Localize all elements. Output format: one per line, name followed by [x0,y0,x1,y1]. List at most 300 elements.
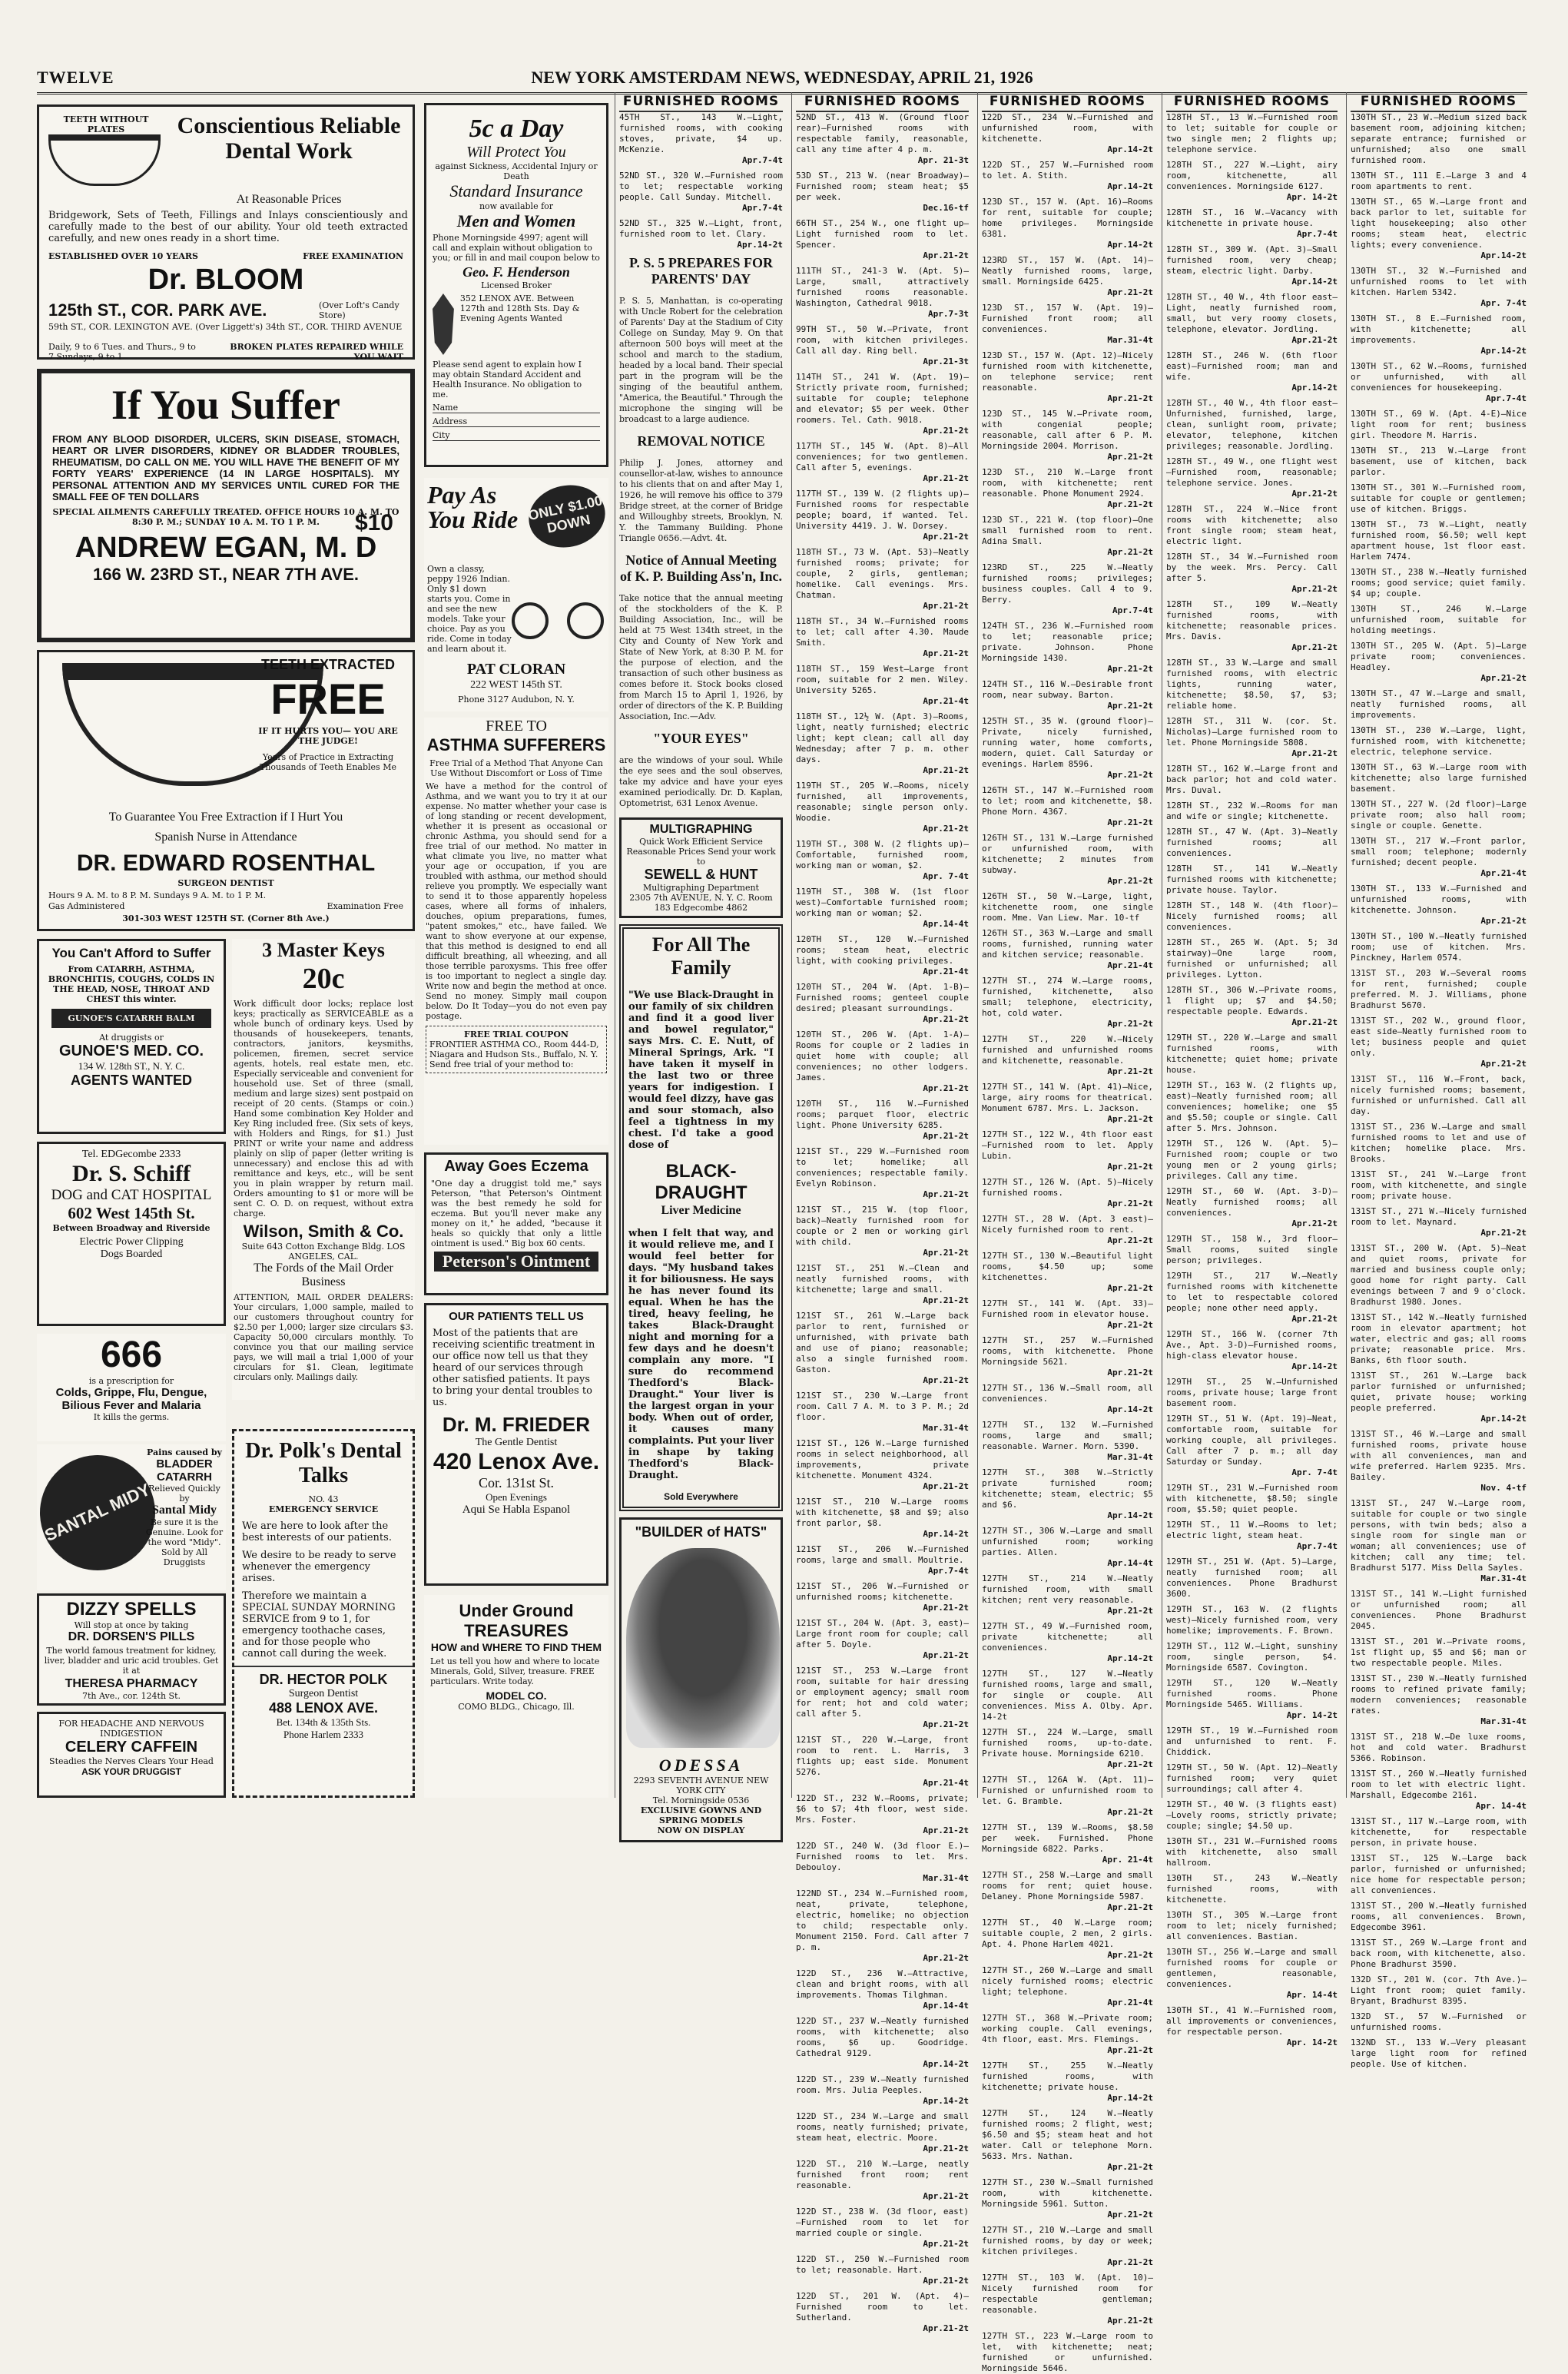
classified-ad [796,839,969,882]
classified-date: Apr.21-2t [923,648,969,658]
classified-date: Apr.7-4t [1486,393,1527,403]
classified-ad [1351,604,1527,636]
classified-ad [1351,171,1527,192]
asthma-coupon[interactable] [426,1026,607,1073]
classified-ad [982,2108,1153,2173]
classified-column-5 [1346,92,1530,2069]
classified-ad [1166,1641,1338,1673]
kp-title: Notice of Annual Meeting of K. P. Building Ass'n, Inc. [620,552,782,584]
classified-text: 129TH ST., 166 W. (corner 7th Ave., Apt. 3-D)—Furnished rooms, high-class elevator house. [1166,1329,1338,1361]
santal-ad [37,1444,226,1590]
teeth-label: TEETH WITHOUT PLATES [63,114,149,134]
classified-ad [796,2254,969,2286]
classified-date: Apr.21-4t [923,967,969,976]
classified-text: 127TH ST., 132 W.—Furnished rooms, large and small; reasonable. Warner. Morn. 5390. [982,1420,1153,1451]
gunoe-address: 134 W. 128th ST., N. Y. C. [78,1060,185,1072]
gunoe-agents: AGENTS WANTED [70,1073,192,1088]
insurance-product: Standard Insurance [449,181,583,201]
classified-text: 131ST ST., 141 W.—Light furnished or unfurnished room; all conveniences. Phone Bradhurst 2045. [1351,1589,1527,1631]
eczema-ad [424,1152,608,1295]
eyes-body: are the windows of your soul. While the eye sees and the soul observes, take my advice and have your eyes examined periodically. Dr. D. Kaplan, Optometrist, 631 Lenox Avenue. [619,755,783,808]
eyes-title: "YOUR EYES" [653,731,749,746]
classified-ad [796,1391,969,1434]
treasures-body: Let us tell you how and where to locate Minerals, Gold, Silver, treasure. FREE particulars. Write today. [430,1656,600,1686]
classified-date: Apr.21-2t [1291,335,1338,345]
classified-ad [796,2016,969,2070]
eczema-headline: Away Goes Eczema [444,1158,588,1175]
classified-date: Apr.14-2t [923,2059,969,2069]
classified-text: 121ST ST., 126 W.—Large furnished rooms in select neighborhood, all improvements, private kitchenette. Monument 4324. [796,1438,969,1480]
rosenthal-free: FREE [270,675,386,723]
classified-text: 128TH ST., 162 W.—Large front and back parlor; hot and cold water. Mrs. Duval. [1166,764,1338,795]
classified-ad [1166,764,1338,796]
classified-ad [796,1030,969,1094]
keys-address: Suite 643 Cotton Exchange Bldg. LOS ANGELES, CAL. [241,1242,406,1262]
classified-text: 123D ST., 157 W. (Apt. 12)—Nicely furnished room with kitchenette, on telephone service; rent reasonable. [982,350,1153,393]
classified-ad [1351,1901,1527,1933]
celery-product: CELERY CAFFEIN [65,1739,198,1756]
classified-text: 128TH ST., 13 W.—Furnished room to let; suitable for couple or two single men; 2 flights up; telephone service. [1166,112,1338,154]
insurance-detail-row [426,290,606,358]
classified-date: Apr.21-2t [923,1248,969,1258]
family-product: BLACK-DRAUGHT [655,1161,748,1203]
classified-date: Apr.21-2t [1107,1759,1153,1769]
classified-date: Apr.21-2t [1107,1368,1153,1378]
classified-ad [982,1621,1153,1664]
frieder-headline: OUR PATIENTS TELL US [449,1310,584,1323]
666-desc: is a prescription for [88,1376,174,1386]
classified-date: Apr.21-2t [923,2191,969,2201]
classified-ad [982,409,1153,463]
classified-text: 127TH ST., 223 W.—Large room to let, with kitchenette; neat; furnished or unfurnished. Morningside 5646. [982,2331,1153,2373]
classified-text: 121ST ST., 261 W.—Large back parlor to rent, furnished or unfurnished, with private bath and use of piano; reasonable; also a single furnished room. Gaston. [796,1311,969,1374]
classified-text: 127TH ST., 126 W. (Apt. 5)—Nicely furnished rooms. [982,1177,1153,1198]
classified-text: 122D ST., 232 W.—Rooms, private; $6 to $7; 4th floor, west side. Mrs. Foster. [796,1793,969,1825]
treasures-address: COMO BLDG., Chicago, Ill. [458,1702,575,1712]
classified-date: Apr.21-2t [923,765,969,775]
classified-text: 124TH ST., 236 W.—Furnished room to let; reasonable price; private. Johnson. Phone Morningside 1430. [982,621,1153,663]
bloom-established: ESTABLISHED OVER 10 YEARS [48,251,198,261]
classified-text: 119TH ST., 308 W. (2 flights up)—Comfortable, furnished room, working man or woman, $2. [796,839,969,870]
family-sold: Sold Everywhere [664,1491,738,1502]
classified-date: Apr.21-2t [923,1375,969,1385]
rosenthal-nurse: Spanish Nurse in Attendance [154,831,297,844]
classified-text: 130TH ST., 231 W.—Furnished rooms with kitchenette, also small hallroom. [1166,1836,1338,1868]
classified-text: 131ST ST., 236 W.—Large and small furnished rooms to let and use of kitchen; homelike place. Mrs. Brooks. [1351,1122,1527,1164]
classified-text: 127TH ST., 124 W.—Neatly furnished rooms; 2 flight, west; $6.50 and $5; steam heat and hot water. Call or telephone Morn. 5633. Mrs. Nathan. [982,2108,1153,2161]
classified-text: 131ST ST., 117 W.—Large room, with kitchenette, for respectable person, in private house. [1351,1816,1527,1848]
classified-text: 131ST ST., 116 W.—Front, back, nicely furnished rooms; basement, furnished or unfurnished. Call all day. [1351,1074,1527,1116]
classified-ad [982,928,1153,971]
insurance-city-field[interactable]: City [433,430,600,441]
classified-ad [982,1298,1153,1331]
classified-text: 127TH ST., 255 W.—Neatly furnished rooms, with kitchenette; private house. [982,2061,1153,2092]
classified-date: Apr.14-2t [1107,2093,1153,2103]
classified-ad [796,1497,969,1540]
classified-ad [982,160,1153,192]
classified-text: 131ST ST., 261 W.—Large back parlor furnished or unfurnished; quiet, private house; working people preferred. [1351,1371,1527,1413]
classified-text: 127TH ST., 368 W.—Private room; working couple. Call evenings, 4th floor, east. Mrs. Flemings. [982,2013,1153,2044]
classified-text: 129TH ST., 158 W., 3rd floor—Small rooms, suited single person; privileges. [1166,1234,1338,1265]
classified-text: 130TH ST., 243 W.—Neatly furnished rooms, with kitchenette. [1166,1873,1338,1905]
classified-date: Apr. 7-4t [1291,1467,1338,1477]
classified-ad [982,1214,1153,1246]
celery-ask: ASK YOUR DRUGGIST [81,1766,181,1777]
classified-text: 128TH ST., 33 W.—Large and small furnished rooms, with electric lights, running water, kitchenette; $8.50, $7, $3; reliable home. [1166,658,1338,711]
rosenthal-top: TEETH EXTRACTED [260,657,395,672]
classified-text: 126TH ST., 50 W.—Large, light, kitchenette room, one single room. Mme. Van Liew. Mar. 10-tf [982,891,1153,923]
classified-ad [1166,1947,1338,2001]
removal-body: Philip J. Jones, attorney and counsellor-at-law, wishes to announce to his clients that on and after May 1, 1926, he will remove his office to 379 Bridge street, at the corner of Bridge and Willoughby streets, Brooklyn, N. Y. the Tammany Building. Phone Triangle 0656.—Advt. 4t. [619,458,783,543]
classified-text: 123D ST., 157 W. (Apt. 16)—Rooms for rent, suitable for couple; home privileges. Morningside 6381. [982,197,1153,239]
classified-text: 130TH ST., 100 W.—Neatly furnished room; use of kitchen. Mrs. Pinckney, Harlem 0574. [1351,931,1527,963]
classified-ad [982,255,1153,298]
classified-text: 130TH ST., 23 W.—Medium sized back basement room, adjoining kitchen; separate entrance; furnished or unfurnished; also one small furnished room. [1351,112,1527,165]
classified-date: Apr.21-2t [1107,452,1153,462]
classified-ad [1166,350,1338,393]
classified-date: Apr.14-2t [1480,250,1527,260]
treasures-headline: Under Ground TREASURES [459,1601,574,1640]
classified-ad [1166,1557,1338,1600]
classified-ad [1351,1243,1527,1308]
classified-text: 130TH ST., 256 W.—Large and small furnished rooms for couple or gentlemen, reasonable, conveniences. [1166,1947,1338,1989]
classified-text: 129TH ST., 231 W.—Furnished room with kitchenette, $8.50; single room, $5.50; quiet people. [1166,1483,1338,1514]
classified-ad [1166,1762,1338,1795]
classified-text: 127TH ST., 141 W. (Apt. 33)—Furnished room in elevator house. [982,1298,1153,1319]
celery-ad [37,1712,226,1798]
classified-text: 127TH ST., 103 W. (Apt. 10)—Nicely furnished room for respectable gentleman; reasonable. [982,2273,1153,2315]
classified-date: Apr.21-2t [1480,1059,1527,1069]
odessa-headline: "BUILDER of HATS" [635,1524,767,1540]
classified-ad [796,2111,969,2154]
classified-text: 123D ST., 157 W. (Apt. 19)—Furnished front room; all conveniences. [982,303,1153,334]
classified-date: Apr.21-4t [923,1778,969,1788]
celery-tag: Steadies the Nerves Clears Your Head [49,1756,214,1766]
classified-text: 130TH ST., 111 E.—Large 3 and 4 room apartments to rent. [1351,171,1527,191]
classified-text: 129TH ST., 11 W.—Rooms to let; electric light, steam heat. [1166,1520,1338,1540]
master-keys-ad [232,939,415,1400]
classified-date: Apr.21-2t [923,2323,969,2333]
classified-ad [1351,1312,1527,1366]
classified-text: 122D ST., 238 W. (3d floor, east)—Furnished room to let for married couple or single. [796,2207,969,2238]
classified-text: 52ND ST., 413 W. (Ground floor rear)—Furnished rooms with respectable family, reasonable, call any time after 4 p. m. [796,112,969,154]
classified-text: 119TH ST., 308 W. (1st floor west)—Comfortable furnished room; working man or woman; $2. [796,887,969,918]
classified-date: Apr.14-2t [1291,277,1338,287]
classified-ad [982,2177,1153,2220]
classified-ad [796,664,969,707]
classified-text: 127TH ST., 136 W.—Small room, all conveniences. [982,1383,1153,1404]
classified-text: 120TH ST., 120 W.—Furnished rooms; steam heat, electric light, with cooking privileges. [796,934,969,966]
classified-text: 129TH ST., 220 W.—Large and small furnished rooms, with kitchenette; quiet home; private house. [1166,1033,1338,1075]
classified-text: 123D ST., 210 W.—Large front room, with kitchenette; rent reasonable. Phone Monument 2924. [982,467,1153,499]
classified-text: 127TH ST., 224 W.—Large, small furnished rooms, up-to-date. Private house. Morningside 6210. [982,1727,1153,1759]
classified-date: Apr.21-2t [1107,547,1153,557]
egan-hours: SPECIAL AILMENTS CAREFULLY TREATED. OFFICE HOURS 10 A. M. TO 8:30 P. M.; SUNDAY 10 A. M. TO 1 P. M. [52,507,399,527]
classified-ad [982,976,1153,1030]
asthma-pre: FREE TO [486,718,547,734]
cloran-address: 222 WEST 145th ST. [470,679,562,691]
classified-ad [1166,1836,1338,1868]
classified-text: 131ST ST., 200 W. (Apt. 5)—Neat and quiet rooms, private for married and business couple only; good home for right party. Call evenings between 7 and 9 o'clock. Bradhurst 1980. Jones. [1351,1243,1527,1307]
classified-ad [796,1793,969,1836]
classified-text: 122D ST., 201 W. (Apt. 4)—Furnished room to let. Sutherland. [796,2291,969,2323]
classified-ad [982,833,1153,887]
classified-text: 128TH ST., 227 W.—Light, airy room, kitchenette, all conveniences. Morningside 6127. [1166,160,1338,191]
classified-ad [796,1968,969,2011]
classified-date: Apr.21-2t [923,473,969,483]
treasures-company: MODEL CO. [486,1689,547,1702]
schiff-hospital: DOG and CAT HOSPITAL [51,1187,212,1203]
classified-date: Apr.14-2t [923,2096,969,2106]
frieder-cor: Cor. 131st St. [478,1475,555,1490]
classified-date: Apr.21-4t [1107,1998,1153,2008]
cloran-badge: ONLY $1.00 DOWN [523,478,611,554]
classified-date: Apr.21-2t [923,1825,969,1835]
santal-note: Be sure it is the Genuine. Look for the word "Midy". Sold by All Druggists [145,1517,224,1567]
classified-ad [982,1034,1153,1077]
cloran-body: Own a classy, peppy 1926 Indian. Only $1 down starts you. Come in and see the new models. Take your choice. Pay as you ride. Come in today and learn about it. [427,564,512,654]
classified-ad [1351,1371,1527,1424]
frieder-title: The Gentle Dentist [475,1437,558,1448]
classified-ad [1351,1853,1527,1896]
classified-text: 129TH ST., 50 W. (Apt. 12)—Neatly furnished room; very quiet surroundings; call after 4. [1166,1762,1338,1794]
classified-ad [796,1205,969,1258]
black-draught-ad [619,924,783,1511]
classified-text: 123D ST., 145 W.—Private room, with congenial people; reasonable, call after 6 P. M. Morningside 2004. Morrison. [982,409,1153,451]
classified-text: 129TH ST., 60 W. (Apt. 3-D)—Neatly furnished rooms; all conveniences. [1166,1186,1338,1218]
classified-text: 130TH ST., 246 W.—Large unfurnished room, suitable for holding meetings. [1351,604,1527,635]
classified-date: Apr.21-2t [923,250,969,260]
classified-text: 123RD ST., 157 W. (Apt. 14)—Neatly furnished rooms, large, small. Morningside 6425. [982,255,1153,287]
classified-text: 128TH ST., 34 W.—Furnished room by the week. Mrs. Percy. Call after 5. [1166,552,1338,583]
classified-ad [1166,1080,1338,1134]
column-3-heading: FURNISHED ROOMS [982,92,1153,112]
schiff-tel: Tel. EDGecombe 2333 [81,1149,181,1160]
classified-ad [1166,552,1338,595]
classified-text: 128TH ST., 306 W.—Private rooms, 1 flight up; $7 and $4.50; respectable people. Edwards. [1166,985,1338,1016]
gunoe-headline: You Can't Afford to Suffer [51,946,211,960]
classified-date: Apr. 7-4t [1480,298,1527,308]
dizzy-ad [37,1593,226,1706]
classified-text: 128TH ST., 141 W.—Neatly furnished rooms with kitchenette; private house. Taylor. [1166,864,1338,895]
classified-ad [982,1965,1153,2008]
insurance-address-field[interactable]: Address [433,416,600,427]
classified-text: 122D ST., 257 W.—Furnished room to let. A. Stith. [982,160,1153,181]
dizzy-address: 7th Ave., cor. 124th St. [82,1691,181,1701]
bloom-address-note: (Over Loft's Candy Store) [319,300,399,320]
classified-ad [796,2074,969,2107]
classified-text: 130TH ST., 205 W. (Apt. 5)—Large private room; conveniences. Headley. [1351,641,1527,672]
classified-text: 131ST ST., 230 W.—Neatly furnished rooms to refined private family; modern conveniences; reasonable rates. [1351,1673,1527,1716]
kp-body: Take notice that the annual meeting of the stockholders of the K. P. Building Association, Inc., will be held at 75 West 134th street, in the City and County of New York and State of New York, at 8:30 P. M. for the purpose of election, and the transaction of such other business as comes before it. Stock books closed from March 15 to April 1, 1926, by order of directors of the K. P. Building Association, Inc.—Adv. [619,593,783,721]
classified-date: Apr.14-2t [737,240,783,250]
classified-ad [1351,1074,1527,1117]
family-body: "We use Black-Draught in our family of six children and find it a good liver and bowel regulator," says Mrs. C. E. Nutt, of Mineral Springs, Ark. "I have taken it myself in the last two or three years for indigestion. I would feel dizzy, have gas and sour stomach, also feel a tightness in my chest. I'd take a good dose of [628,990,774,1151]
classified-date: Apr. 14-2t [1286,192,1338,202]
classified-text: 121ST ST., 253 W.—Large front room, suitable for hair dressing or employment agency; small room for rent; hot and cold water; call after 5. [796,1666,969,1719]
classified-ad [1351,519,1527,562]
classified-text: 131ST ST., 260 W.—Neatly furnished room to let with electric light. Marshall, Edgecombe 2161. [1351,1769,1527,1800]
classified-text: 130TH ST., 8 E.—Furnished room, with kitchenette; all improvements. [1351,313,1527,345]
classified-text: 128TH ST., 47 W. (Apt. 3)—Neatly furnished rooms; all conveniences. [1166,827,1338,858]
classified-ad [1351,1016,1527,1069]
ps5-body: P. S. 5, Manhattan, is co-operating with Uncle Robert for the celebration of Parents' Day at the Stadium of City College on Sunday, May 9. On that afternoon 500 boys will meet at the school and march to the stadium, headed by a local band. Their special part in the program will be the singing of the beautiful anthem, "America, the Beautiful." Through the microphone the singing will be broadcast to a large audience. [619,296,783,424]
classified-text: 130TH ST., 47 W.—Large and small, neatly furnished rooms, all improvements. [1351,688,1527,720]
classified-ad [982,621,1153,675]
rosenthal-ad [37,650,415,931]
classified-text: 121ST ST., 210 W.—Large rooms with kitchenette, $8 and $9; also front parlor, $8. [796,1497,969,1528]
classified-ad [1351,641,1527,684]
classified-text: 127TH ST., 40 W.—Large room; suitable couple, 2 men, 2 girls. Apt. 4. Phone Harlem 4021. [982,1918,1153,1949]
classified-ad [796,2291,969,2334]
odessa-display: NOW ON DISPLAY [657,1825,745,1835]
classified-text: 127TH ST., 220 W.—Nicely furnished and unfurnished rooms and kitchenette, reasonable. [982,1034,1153,1066]
classified-date: Apr.21-2t [1107,817,1153,827]
classified-date: Apr.21-2t [923,2239,969,2249]
classified-date: Apr.21-2t [1291,1017,1338,1027]
classified-ad [1166,292,1338,346]
polk-title: Surgeon Dentist [288,1688,359,1699]
classified-date: Mar.31-4t [1107,1452,1153,1462]
cloran-ad [424,478,608,711]
column-5-heading: FURNISHED ROOMS [1351,92,1527,112]
classified-ad [796,1099,969,1142]
classified-text: 129TH ST., 126 W. (Apt. 5)—Furnished room; couple or two young men or 2 young girls; privileges. Call any time. [1166,1139,1338,1181]
classified-column-3 [977,92,1157,2373]
schiff-service-1: Electric Power Clipping [79,1236,184,1248]
classified-date: Apr. 14-2t [1286,2037,1338,2047]
666-number: 666 [100,1335,163,1375]
classified-ad [1351,409,1527,441]
classified-ad [1166,112,1338,155]
classified-text: 111TH ST., 241-3 W. (Apt. 5)—Large, small, attractively furnished rooms reasonable. Washington, Cathedral 9018. [796,266,969,308]
classified-ad [619,171,783,214]
classified-text: 121ST ST., 230 W.—Large front room. Call 7 A. M. to 3 P. M.; 2d floor. [796,1391,969,1422]
classified-ad [982,1669,1153,1722]
dizzy-body: Will stop at once by taking [74,1620,189,1630]
classified-text: 128TH ST., 232 W.—Rooms for man and wife or single; kitchenette. [1166,801,1338,821]
classified-text: 130TH ST., 62 W.—Rooms, furnished or unfurnished, with all conveniences for housekeeping. [1351,361,1527,393]
polk-number: NO. 43 [308,1494,339,1504]
classified-text: 127TH ST., 230 W.—Small furnished room, with kitchenette. Morningside 5961. Sutton. [982,2177,1153,2209]
classified-text: 66TH ST., 254 W., one flight up—Light furnished room to let. Spencer. [796,218,969,250]
classified-text: 128TH ST., 148 W. (4th floor)—Nicely furnished rooms; all conveniences. [1166,900,1338,932]
classified-ad [982,1129,1153,1172]
classified-ad [982,467,1153,510]
classified-text: 130TH ST., 238 W.—Neatly furnished rooms; good service; quiet family. $4 up; couple. [1351,567,1527,598]
classified-text: 132D ST., 201 W. (cor. 7th Ave.)—Light front room; quiet family. Bryant, Bradhurst 8395. [1351,1974,1527,2006]
classified-text: 117TH ST., 139 W. (2 flights up)—Furnished rooms for respectable people; board, if wanted. Tel. University 4419. J. W. Dorsey. [796,489,969,531]
classified-date: Apr.21-2t [1291,748,1338,758]
classified-date: Apr. 14-2t [1286,1710,1338,1720]
multigraph-tag: Quick Work Efficient Service Reasonable Prices Send your work to [626,837,776,867]
classified-ad [796,266,969,320]
classified-ad [982,197,1153,250]
classified-text: 127TH ST., 122 W., 4th floor east—Furnished room to let. Apply Lubin. [982,1129,1153,1161]
classified-ad [1166,985,1338,1028]
classified-ad [982,2225,1153,2268]
classified-text: 130TH ST., 69 W. (Apt. 4-E)—Nice light room for rent; business girl. Theodore M. Harris. [1351,409,1527,440]
classified-date: Apr.21-2t [1291,1314,1338,1324]
classified-date: Apr.21-2t [1107,664,1153,674]
frieder-spanish: Aqui Se Habla Espanol [462,1504,571,1516]
egan-price: $10 [354,510,393,535]
classified-ad [1351,931,1527,963]
column-1-heading: FURNISHED ROOMS [619,92,783,112]
rosenthal-address: 301-303 WEST 125TH ST. (Corner 8th Ave.) [122,913,330,923]
classified-date: Apr.21-2t [1291,584,1338,594]
classified-date: Apr.14-2t [1480,346,1527,356]
classified-text: 127TH ST., 141 W. (Apt. 41)—Nice, large, airy rooms for theatrical. Monument 6787. Mrs. L. Jackson. [982,1082,1153,1113]
keys-body: Work difficult door locks; replace lost keys; practically as SERVICEABLE as a whole bunch of ordinary keys. Used by thousands of housekeepers, tenants, contractors, janitors, keysmiths, policemen, firemen, secret service agents, hotels, real estate men, etc. Especially serviceable and convenient for household use. Set of three (small, medium and large sizes) sent postpaid on receipt of 20 cents. (Stamps or coin.) Hand some combination Key Holder and Key Ring included free. (Six sets of keys, with Holders and Rings, for $1.) Just PRINT or write your name and address plainly on slip of paper (letter writing is unnecessary) and enclose this ad with remittance and keys, etc., will be sent you in plain wrapper by return mail. Orders amounting to $1 or more will be sent C. O. D. on request, without extra charge. [234,999,413,1218]
classified-date: Apr.7-3t [928,309,969,319]
insurance-name-field[interactable]: Name [433,403,600,413]
classified-text: 121ST ST., 206 W.—Furnished rooms, large and small. Moultrie. [796,1544,969,1565]
classified-ad [1166,1033,1338,1076]
schiff-ad [37,1142,226,1326]
classified-text: 120TH ST., 206 W. (Apt. 1-A)—Rooms for couple or 2 ladies in quiet home with couple; all conveniences; no other lodgers. James. [796,1030,969,1083]
classified-text: 127TH ST., 127 W.—Neatly furnished rooms, large and small, for single or couple. All conveniences. Miss A. Olby. Apr. 14-2t [982,1669,1153,1722]
classified-text: 120TH ST., 116 W.—Furnished rooms; parquet floor, electric light. Phone University 6285. [796,1099,969,1130]
multigraph-ad [619,817,783,918]
frieder-address: 420 Lenox Ave. [433,1449,600,1474]
classified-text: 122D ST., 250 W.—Furnished room to let; reasonable. Hart. [796,2254,969,2275]
classified-ad [1351,361,1527,404]
classified-ad [982,1467,1153,1521]
classified-text: 129TH ST., 163 W. (2 flights up, east)—Neatly furnished room; all conveniences; homelike; one $5 and $5.50; couple or single. Call after 5. Mrs. Johnson. [1166,1080,1338,1133]
classified-ad [1351,836,1527,879]
classified-text: 128TH ST., 16 W.—Vacancy with kitchenette in private house. [1166,207,1338,228]
gunoe-product-box: GUNOE'S CATARRH BALM [51,1009,211,1028]
classified-ad [1351,1636,1527,1669]
classified-text: 130TH ST., 305 W.—Large front room to let; nicely furnished; all conveniences. Bastian. [1166,1910,1338,1941]
classified-text: 130TH ST., 227 W. (2d floor)—Large private room; also hall room; single or couple. Genette. [1351,799,1527,831]
classified-text: 127TH ST., 126A W. (Apt. 11)—Furnished or unfurnished room to let. G. Bramble. [982,1775,1153,1806]
dizzy-desc: The world famous treatment for kidney, liver, bladder and uric acid troubles. Get it at [44,1646,219,1676]
classified-date: Apr.7-4t [1112,605,1153,615]
polk-p2: We desire to be ready to serve whenever the emergency arises. [242,1550,396,1584]
classified-ad [1166,1678,1338,1721]
egan-headline: If You Suffer [111,382,340,428]
dizzy-product: DR. DORSEN'S PILLS [68,1630,195,1643]
insurance-agent: Geo. F. Henderson [462,264,570,280]
classified-date: Apr. 14-4t [1475,1801,1527,1811]
classified-ad [982,785,1153,828]
classified-text: 127TH ST., 274 W.—Large rooms, furnished, kitchenette, also small; telephone, electricity, hot, cold water. [982,976,1153,1018]
classified-ad [796,171,969,214]
classified-text: 127TH ST., 258 W.—Large and small rooms for rent; quiet house. Delaney. Phone Morningside 5987. [982,1870,1153,1902]
classified-ad [1166,244,1338,287]
rosenthal-hours: Hours 9 A. M. to 8 P. M. Sundays 9 A. M. to 1 P. M. [48,890,267,900]
classified-text: 130TH ST., 213 W.—Large front basement, use of kitchen, back parlor. [1351,446,1527,477]
classified-text: 130TH ST., 65 W.—Large front and back parlor to let, suitable for light housekeeping; also other rooms; steam heat, electric lights; every convenience. [1351,197,1527,250]
classified-ad [796,1735,969,1789]
insurance-audience: Men and Women [456,211,576,230]
polk-ad [232,1429,415,1798]
classified-date: Apr.21-2t [923,532,969,542]
santal-text [144,1447,224,1567]
egan-name: ANDREW EGAN, M. D [75,532,377,564]
classified-text: 128TH ST., 224 W.—Nice front rooms with kitchenette; also front single room; steam heat, electric light. [1166,504,1338,546]
classified-text: 121ST ST., 229 W.—Furnished room to let; homelike; all conveniences; respectable family. Evelyn Robinson. [796,1146,969,1189]
classified-ad [1166,398,1338,452]
classified-ad [796,1581,969,1613]
removal-title: REMOVAL NOTICE [637,433,765,449]
schiff-name: Dr. S. Schiff [72,1161,191,1186]
classified-date: Apr.14-2t [1107,240,1153,250]
classified-text: 131ST ST., 203 W.—Several rooms for rent, furnished; couple preferred. M. J. Williams, phone Bradhurst 5670. [1351,968,1527,1010]
classified-text: 53D ST., 213 W. (near Broadway)—Furnished room; steam heat; $5 per week. [796,171,969,202]
